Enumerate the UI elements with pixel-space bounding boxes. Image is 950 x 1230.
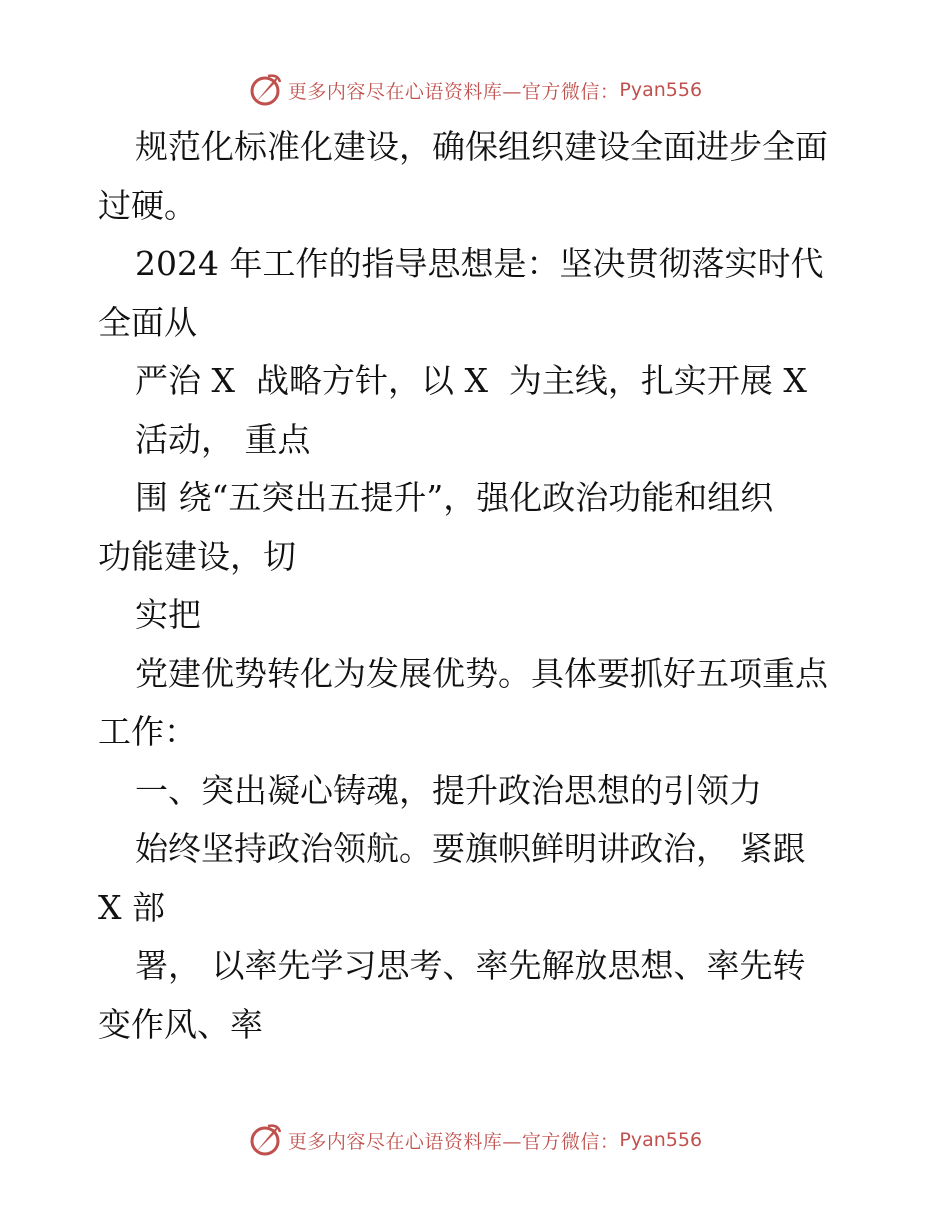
text-line: 2024 年工作的指导思想是：坚决贯彻落实时代 bbox=[135, 244, 824, 283]
text-line: 党建优势转化为发展优势。具体要抓好五项重点 bbox=[135, 653, 828, 693]
text-line: 变作风、率 bbox=[98, 1004, 263, 1044]
footer-watermark-text: 更多内容尽在心语资料库—官方微信： bbox=[287, 1130, 620, 1153]
footer-watermark bbox=[0, 1120, 950, 1160]
section-heading: 一、突出凝心铸魂，提升政治思想的引领力 bbox=[135, 770, 762, 810]
text-line: 工作： bbox=[98, 712, 197, 751]
text-line: 规范化标准化建设，确保组织建设全面进步全面 bbox=[135, 127, 828, 166]
text-line: 过硬。 bbox=[98, 185, 197, 225]
text-line: 功能建设，切 bbox=[98, 536, 296, 576]
text-line: 全面从 bbox=[98, 302, 197, 342]
text-line: X 部 bbox=[98, 887, 165, 927]
header-watermark bbox=[0, 70, 950, 110]
text-line: 活动， 重点 bbox=[135, 419, 311, 459]
document-body bbox=[98, 118, 858, 1054]
text-line: 严治 X 战略方针，以 X 为主线，扎实开展 X bbox=[135, 361, 807, 400]
quill-logo-icon bbox=[248, 72, 284, 108]
text-line: 围 绕“五突出五提升”，强化政治功能和组织 bbox=[135, 478, 774, 517]
text-line: 署， 以率先学习思考、率先解放思想、率先转 bbox=[135, 946, 806, 985]
quill-logo-icon bbox=[248, 1122, 284, 1158]
header-watermark-text: 更多内容尽在心语资料库—官方微信： bbox=[287, 80, 620, 103]
header-watermark-wechat-id: Pyan556 bbox=[619, 79, 703, 101]
text-line: 始终坚持政治领航。要旗帜鲜明讲政治， 紧跟 bbox=[135, 829, 806, 868]
footer-watermark-wechat-id: Pyan556 bbox=[619, 1129, 703, 1151]
text-line: 实把 bbox=[135, 595, 201, 634]
